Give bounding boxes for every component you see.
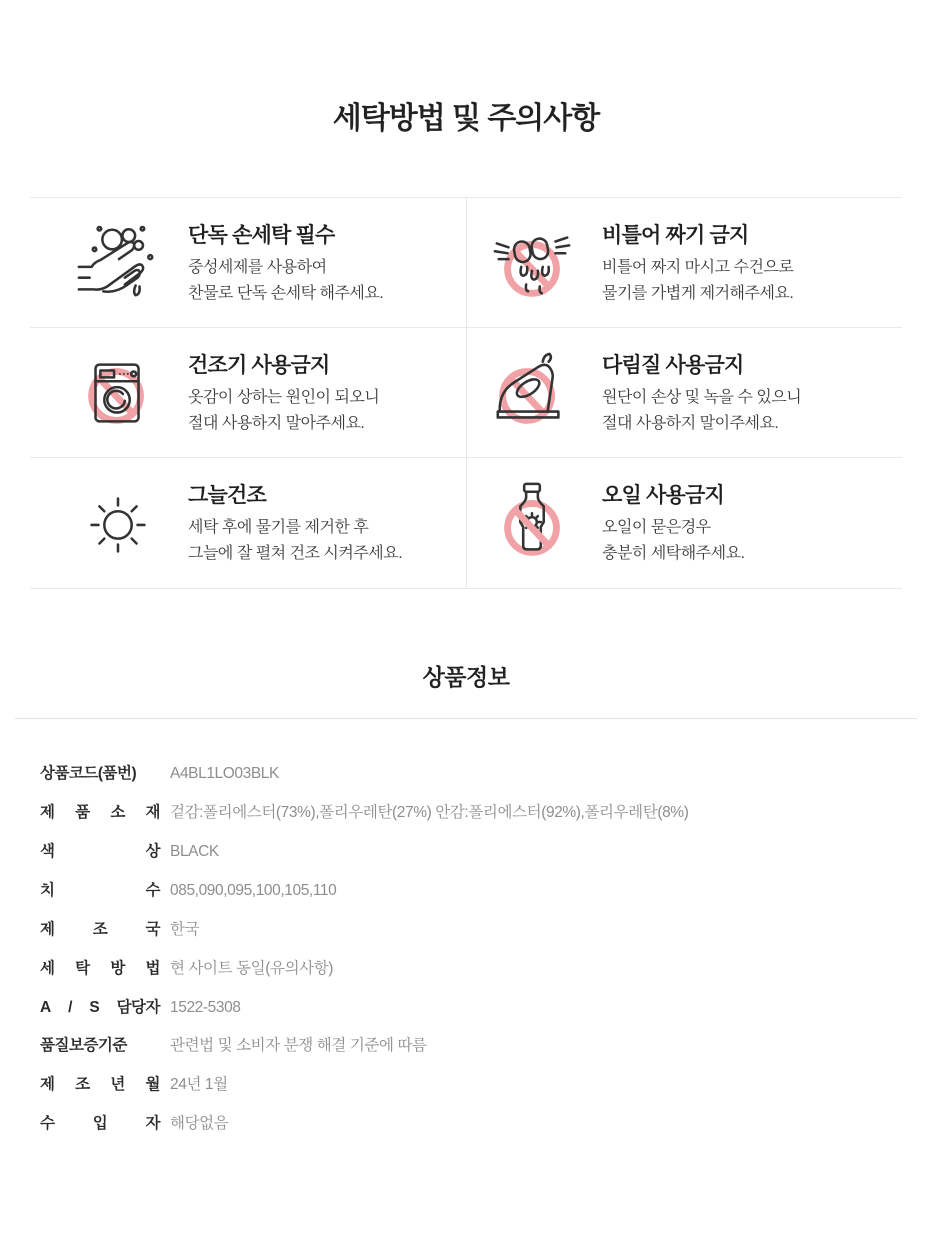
care-item-text bbox=[602, 349, 801, 437]
row-label: 품질보증기준 bbox=[40, 1037, 127, 1055]
table-row-origin bbox=[40, 911, 892, 950]
row-value: 관련법 및 소비자 분쟁 해결 기준에 따름 bbox=[170, 1037, 427, 1055]
row-label: 색 상 bbox=[40, 842, 160, 860]
row-label: 제 조 년 월 bbox=[40, 1076, 160, 1094]
row-label: 상품코드(품번) bbox=[40, 765, 137, 782]
care-section-title: 세탁방법 및 주의사항 bbox=[332, 102, 600, 135]
product-detail-page bbox=[0, 93, 932, 1245]
care-item-hand-wash bbox=[30, 198, 466, 328]
care-item-desc bbox=[188, 385, 379, 437]
care-item-title: 건조기 사용금지 bbox=[188, 353, 330, 377]
care-item-text bbox=[602, 479, 745, 567]
product-info-table bbox=[40, 755, 892, 1144]
care-item-desc-line: 절대 사용하지 말이주세요. bbox=[602, 414, 779, 432]
row-label: 수 입 자 bbox=[40, 1115, 160, 1133]
row-label: 세 탁 방 법 bbox=[40, 959, 160, 977]
row-label: 치 수 bbox=[40, 881, 160, 899]
care-item-desc-line: 세탁 후에 물기를 제거한 후 bbox=[188, 519, 369, 537]
row-value: 해당없음 bbox=[170, 1115, 229, 1133]
no-iron-icon bbox=[488, 349, 576, 437]
care-item-title: 비틀어 짜기 금지 bbox=[602, 223, 749, 247]
care-item-no-oil bbox=[466, 458, 902, 588]
table-row-warranty bbox=[40, 1027, 892, 1066]
care-item-desc-line: 옷감이 상하는 원인이 되오니 bbox=[188, 388, 380, 406]
row-value: 085,090,095,100,105,110 bbox=[170, 881, 337, 899]
table-row-importer bbox=[40, 1105, 892, 1144]
care-item-no-dryer bbox=[30, 328, 466, 458]
care-item-desc bbox=[602, 515, 745, 567]
row-value: 1522-5308 bbox=[170, 998, 241, 1016]
table-row-as-contact bbox=[40, 989, 892, 1028]
no-wring-icon bbox=[488, 219, 576, 307]
care-item-desc-line: 비틀어 짜지 마시고 수건으로 bbox=[602, 258, 794, 276]
no-dryer-icon bbox=[74, 349, 162, 437]
care-item-desc bbox=[188, 255, 383, 307]
table-row-manufacture-date bbox=[40, 1066, 892, 1105]
care-item-no-wring bbox=[466, 198, 902, 328]
hand-wash-icon bbox=[74, 219, 162, 307]
row-label: A / S 담당자 bbox=[40, 998, 160, 1016]
care-item-text bbox=[188, 219, 383, 307]
table-row-wash-method bbox=[40, 950, 892, 989]
care-item-desc-line: 충분히 세탁해주세요. bbox=[602, 545, 745, 562]
care-item-desc-line: 그늘에 잘 펼쳐 건조 시켜주세요. bbox=[188, 545, 403, 562]
care-item-text bbox=[188, 349, 379, 437]
no-oil-icon bbox=[488, 479, 576, 567]
row-value: 현 사이트 동일(유의사항) bbox=[170, 959, 334, 977]
table-row-sizes bbox=[40, 872, 892, 911]
table-row-color bbox=[40, 833, 892, 872]
table-row-product-code bbox=[40, 755, 892, 794]
care-item-text bbox=[602, 219, 793, 307]
care-item-no-iron bbox=[466, 328, 902, 458]
care-item-shade-dry bbox=[30, 458, 466, 588]
care-item-title: 그늘건조 bbox=[188, 484, 266, 508]
care-item-title: 오일 사용금지 bbox=[602, 484, 724, 508]
care-item-text bbox=[188, 479, 402, 567]
care-item-desc-line: 물기를 가볍게 제거해주세요. bbox=[602, 284, 794, 302]
care-item-desc-line: 절대 사용하지 말아주세요. bbox=[188, 414, 365, 432]
shade-dry-icon bbox=[74, 479, 162, 567]
care-item-desc bbox=[602, 385, 801, 437]
row-value: 24년 1월 bbox=[170, 1076, 228, 1094]
row-label: 제 품 소 재 bbox=[40, 803, 160, 821]
care-item-title: 단독 손세탁 필수 bbox=[188, 223, 335, 247]
care-item-desc-line: 중성세제를 사용하여 bbox=[188, 258, 327, 276]
care-item-title: 다림질 사용금지 bbox=[602, 353, 744, 377]
section-divider bbox=[15, 718, 917, 719]
care-item-desc bbox=[602, 255, 793, 307]
care-item-desc-line: 오일이 묻은경우 bbox=[602, 519, 711, 537]
product-info-title: 상품정보 bbox=[422, 664, 510, 690]
row-value: BLACK bbox=[170, 842, 219, 860]
row-value: 겉감:폴리에스터(73%),폴리우레탄(27%) 안감:폴리에스터(92%),폴리우레탄(8%) bbox=[170, 803, 689, 821]
care-instructions-grid bbox=[30, 197, 902, 589]
care-item-desc bbox=[188, 515, 402, 567]
row-value: 한국 bbox=[170, 920, 200, 938]
care-item-desc-line: 찬물로 단독 손세탁 해주세요. bbox=[188, 284, 384, 302]
row-value: A4BL1LO03BLK bbox=[170, 765, 279, 782]
row-label: 제 조 국 bbox=[40, 920, 160, 938]
care-item-desc-line: 원단이 손상 및 녹을 수 있으니 bbox=[602, 388, 802, 406]
table-row-material bbox=[40, 794, 892, 833]
